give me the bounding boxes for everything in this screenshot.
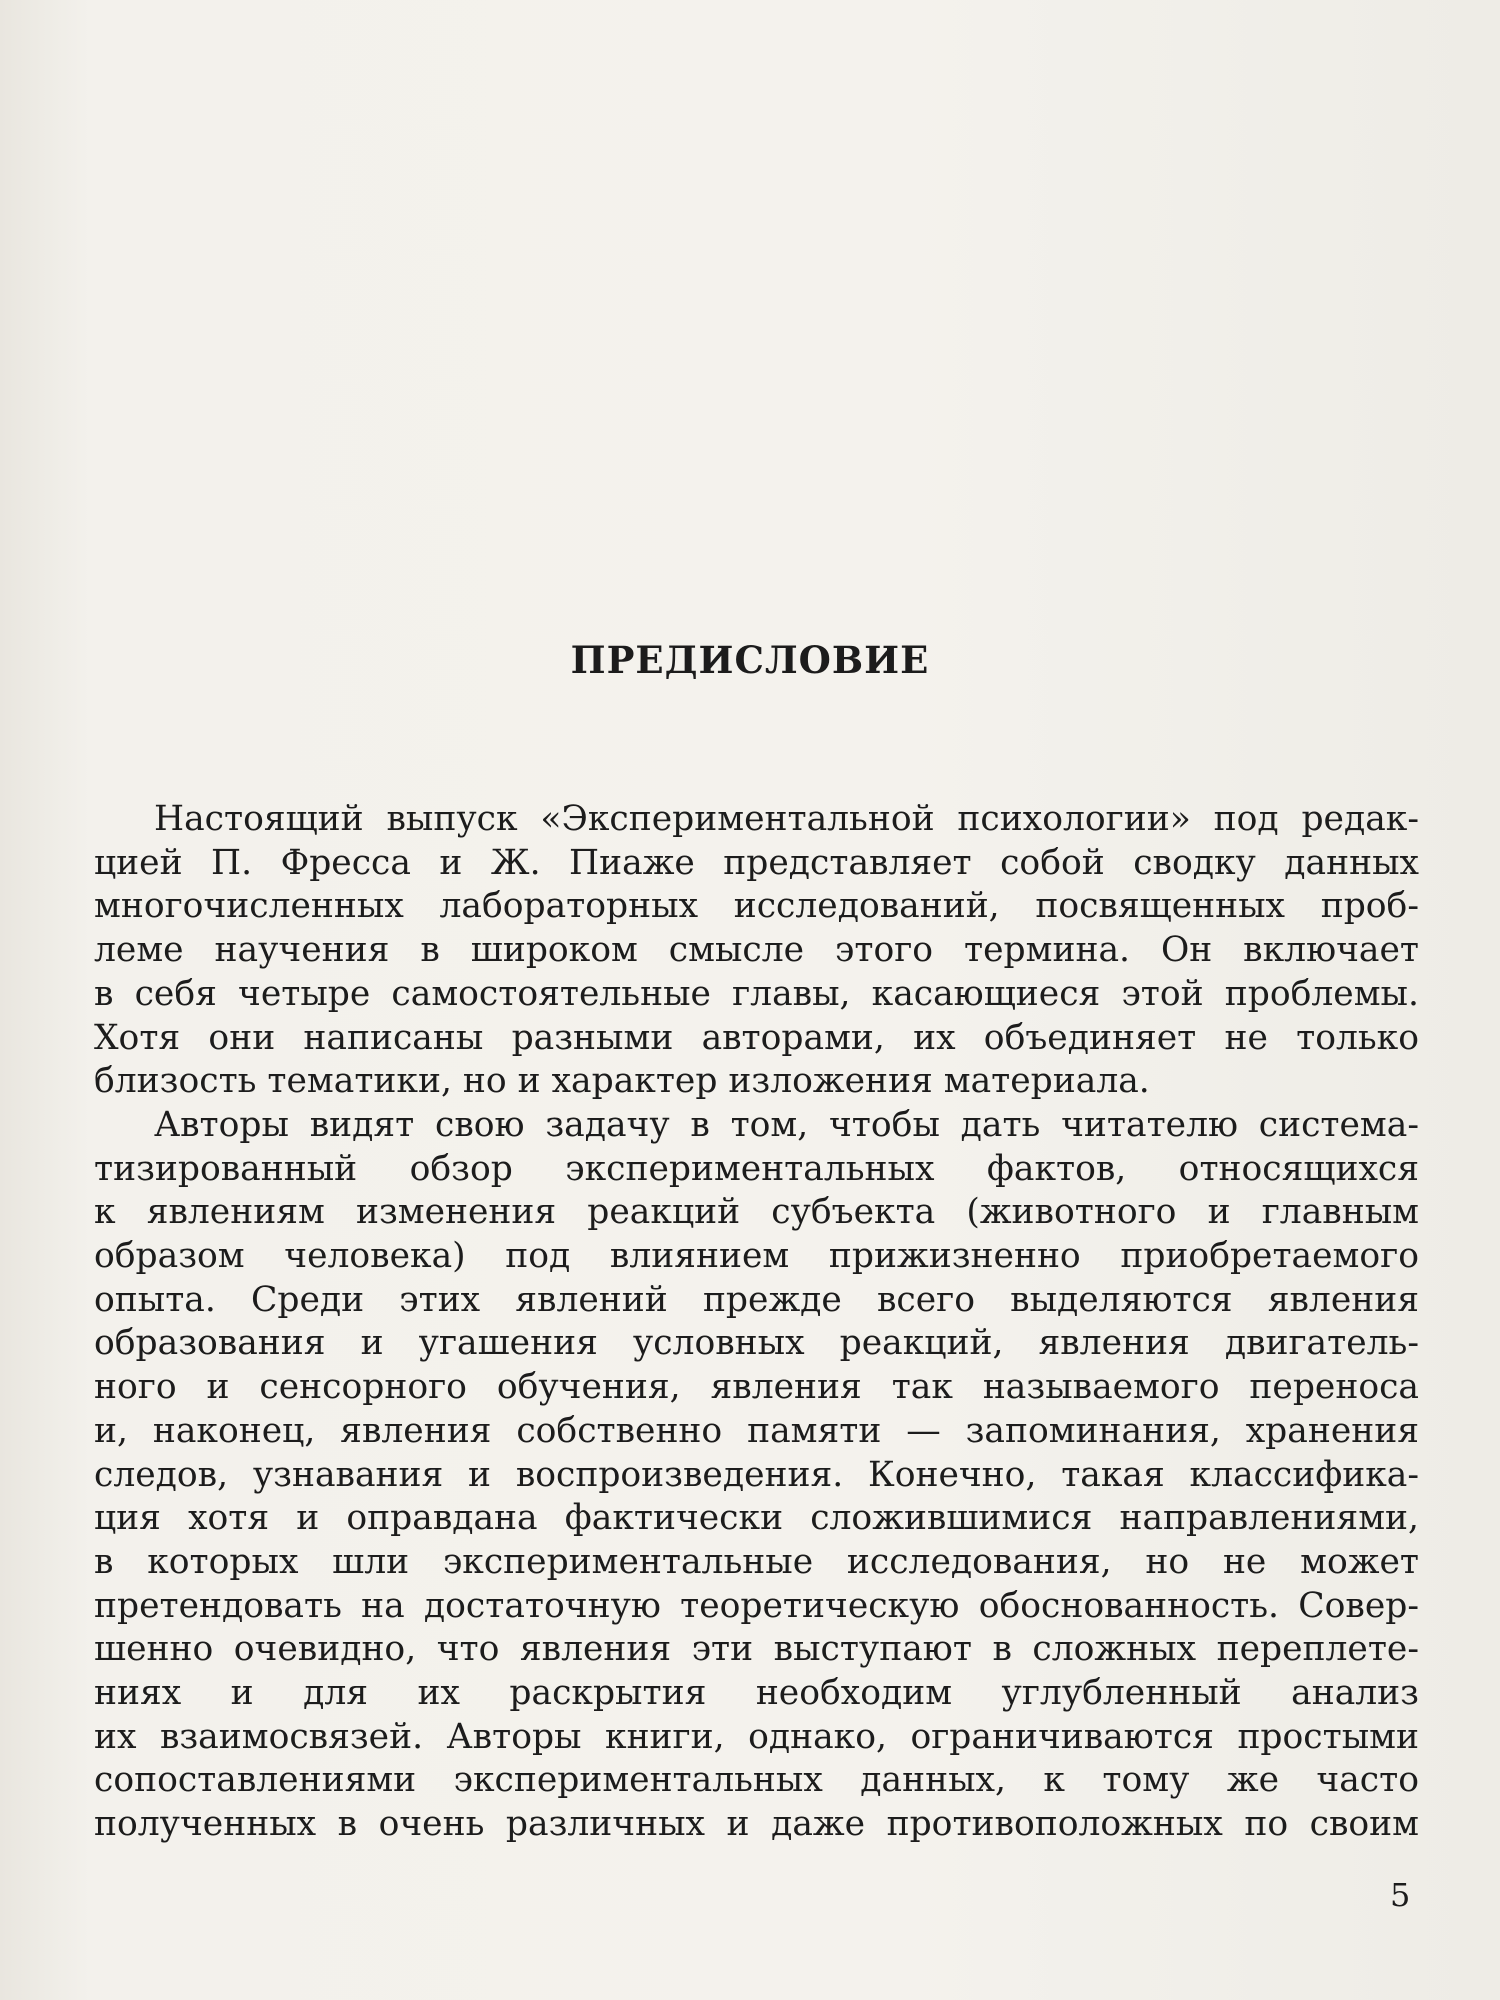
text-line: в которых шли экспериментальные исследования, но не может (94, 1541, 1419, 1582)
text-line: их взаимосвязей. Авторы книги, однако, ограничиваются простыми (94, 1716, 1419, 1757)
text-line: и, наконец, явления собственно памяти — запоминания, хранения (94, 1410, 1419, 1451)
page-number: 5 (1390, 1876, 1411, 1914)
text-line: Хотя они написаны разными авторами, их объединяет не только (94, 1017, 1419, 1058)
text-line: ниях и для их раскрытия необходим углубленный анализ (94, 1673, 1419, 1714)
text-line: образом человека) под влиянием прижизненно приобретаемого (94, 1236, 1419, 1277)
text-line: претендовать на достаточную теоретическую обоснованность. Совер- (94, 1585, 1419, 1626)
text-line: опыта. Среди этих явлений прежде всего выделяются явления (94, 1279, 1419, 1320)
text-line: сопоставлениями экспериментальных данных, к тому же часто (94, 1760, 1419, 1801)
text-line: следов, узнавания и воспроизведения. Конечно, такая классифика- (94, 1454, 1419, 1495)
text-line: шенно очевидно, что явления эти выступают в сложных переплете- (94, 1629, 1419, 1670)
text-line: к явлениям изменения реакций субъекта (животного и главным (94, 1192, 1419, 1233)
body-text (94, 798, 1419, 1847)
text-line: Авторы видят свою задачу в том, чтобы дать читателю система- (154, 1104, 1419, 1145)
text-line: ного и сенсорного обучения, явления так называемого переноса (94, 1367, 1419, 1408)
text-line: образования и угашения условных реакций, явления двигатель- (94, 1323, 1419, 1364)
text-line: леме научения в широком смысле этого термина. Он включает (94, 930, 1419, 971)
text-line: близость тематики, но и характер изложения материала. (94, 1061, 1150, 1102)
text-line: тизированный обзор экспериментальных фактов, относящихся (94, 1148, 1419, 1189)
text-line: Настоящий выпуск «Экспериментальной психологии» под редак- (154, 799, 1419, 839)
page-heading: ПРЕДИСЛОВИЕ (570, 638, 930, 682)
text-line: полученных в очень различных и даже противоположных по своим (94, 1804, 1419, 1845)
text-line: цией П. Фресса и Ж. Пиаже представляет собой сводку данных (94, 842, 1419, 883)
text-line: ция хотя и оправдана фактически сложившимися направлениями, (94, 1498, 1419, 1539)
text-line: в себя четыре самостоятельные главы, касающиеся этой проблемы. (94, 973, 1419, 1014)
text-line: многочисленных лабораторных исследований, посвященных проб- (94, 886, 1419, 927)
